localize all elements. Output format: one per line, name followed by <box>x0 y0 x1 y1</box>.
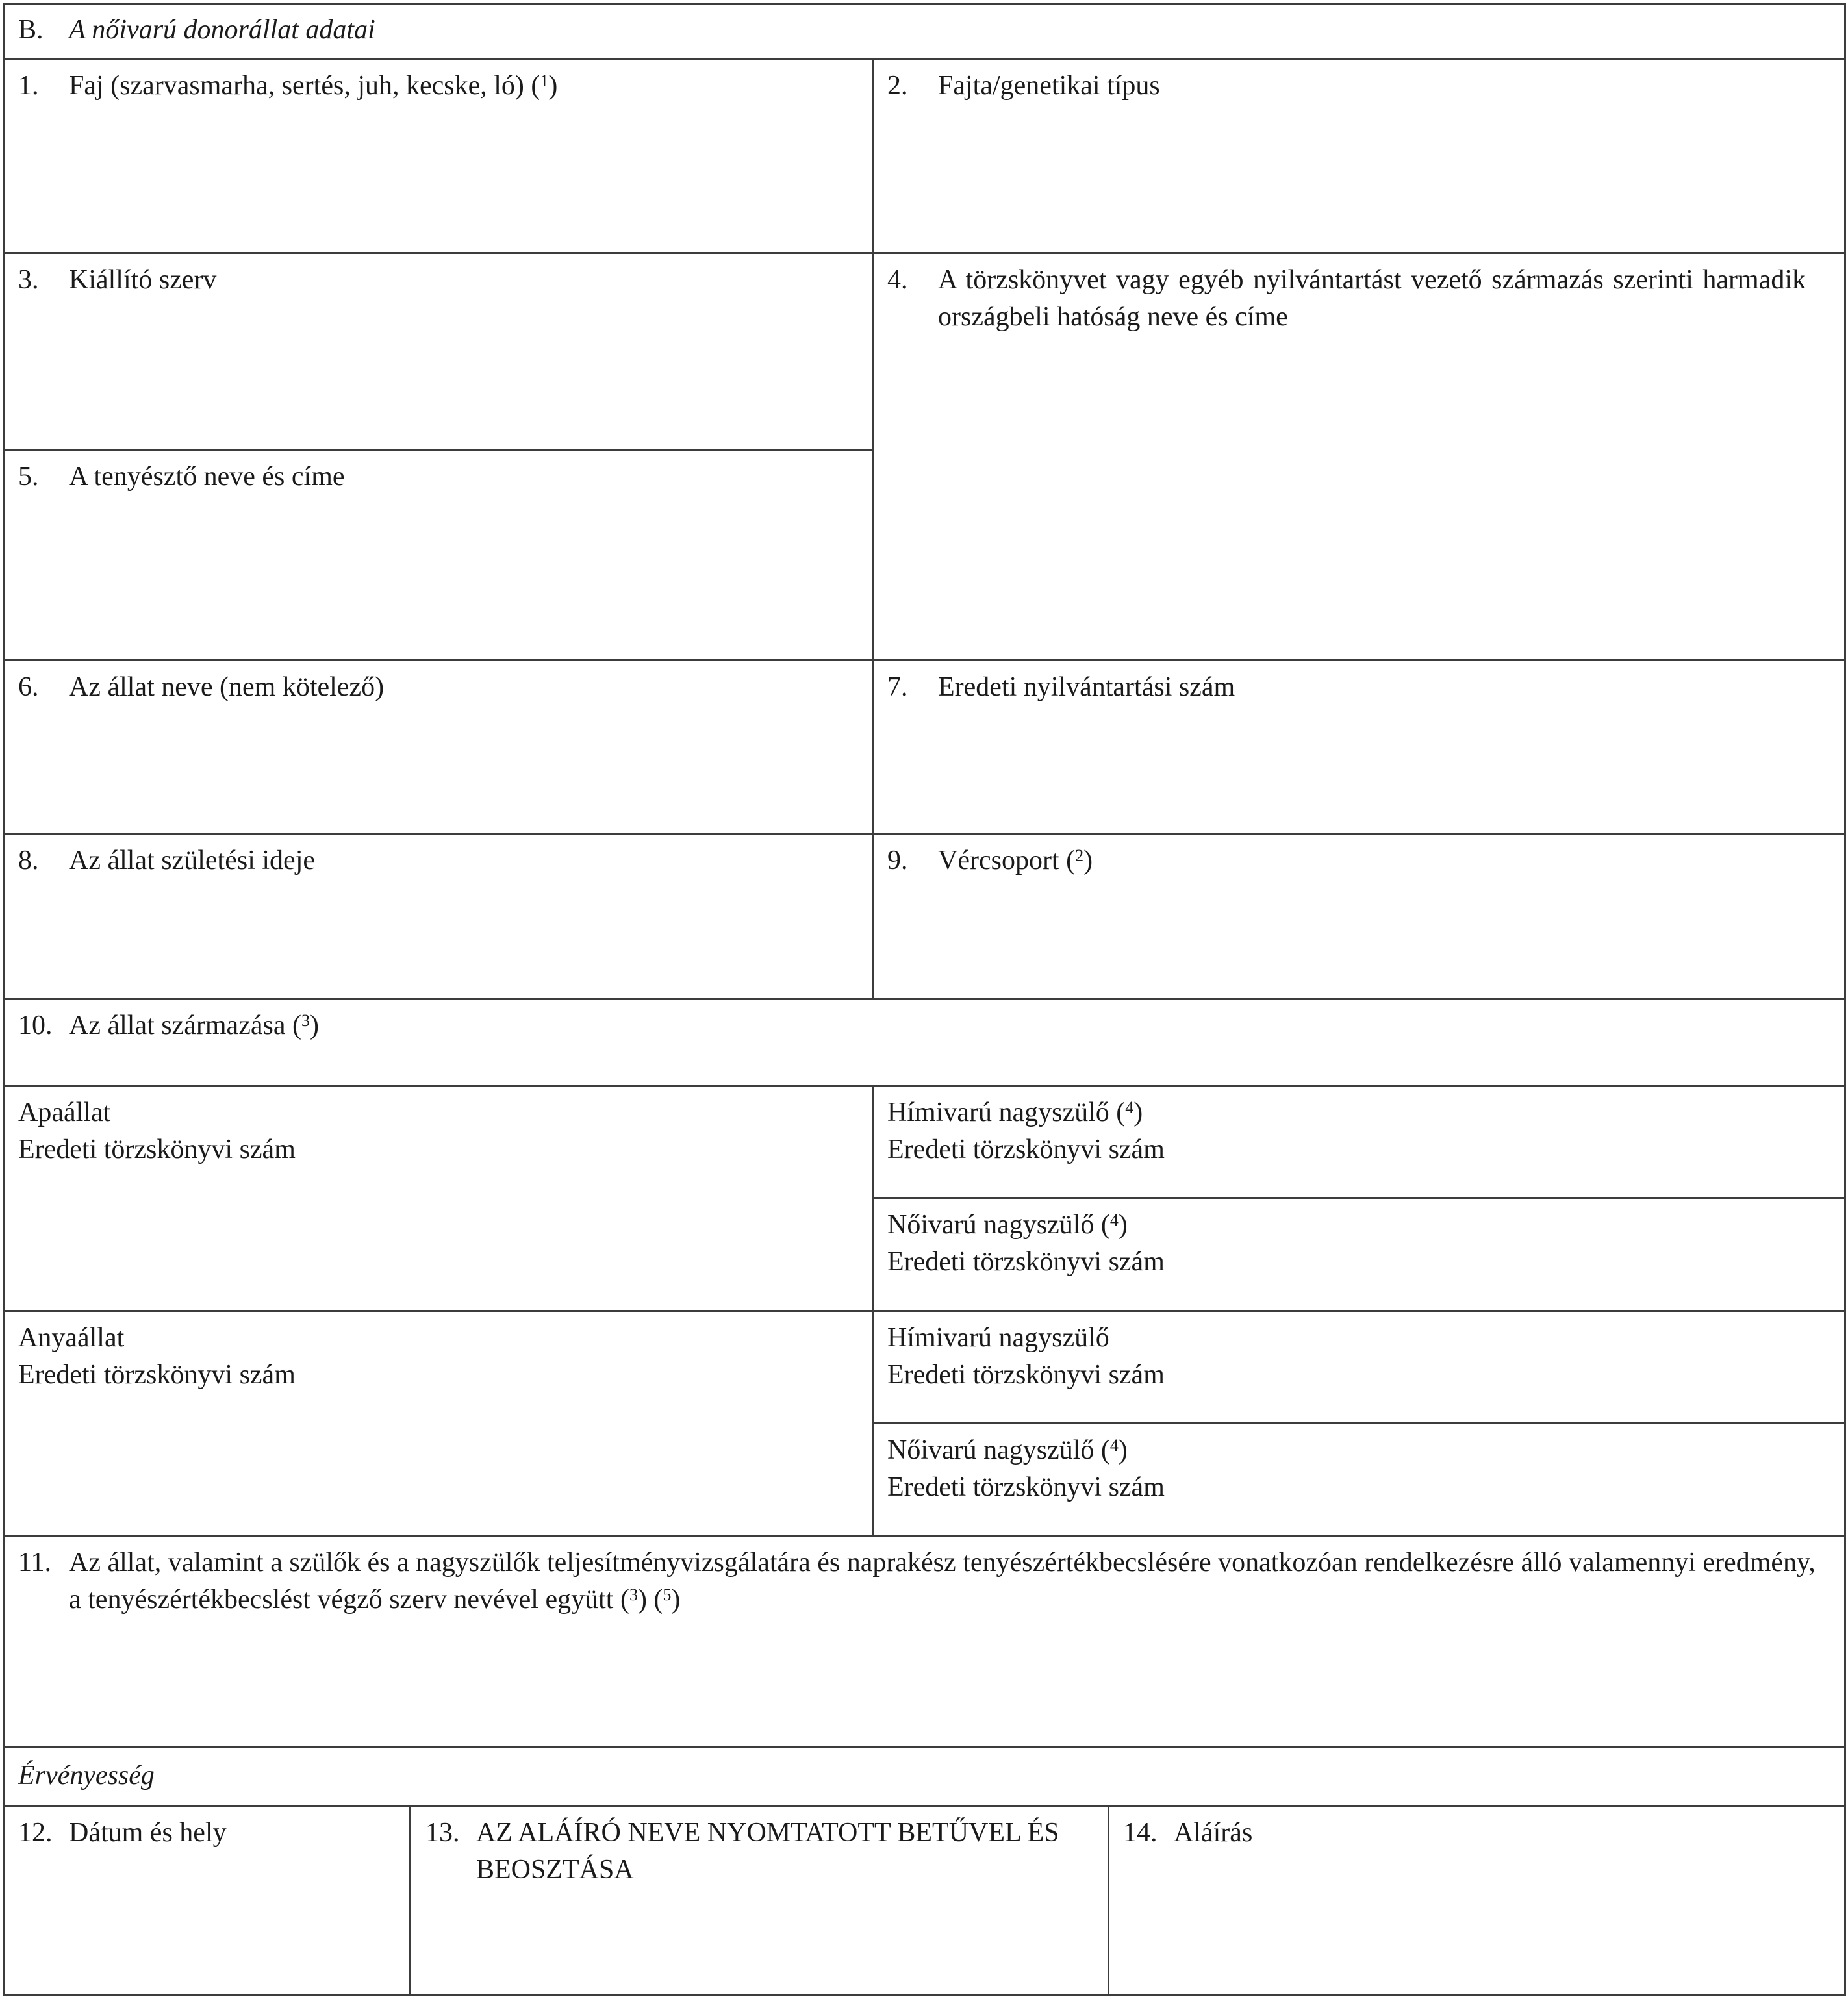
field-label: Eredeti nyilvántartási szám <box>938 672 1235 702</box>
rule-gp-3-4 <box>872 1422 1846 1424</box>
field-11-performance-results[interactable] <box>18 1544 1832 1618</box>
rule-row-5 <box>3 659 1846 661</box>
footnote-ref: 4 <box>1109 1436 1119 1455</box>
footnote-close: ) <box>671 1585 681 1615</box>
grandparent-reg-label: Eredeti törzskönyvi szám <box>887 1360 1165 1390</box>
border-right <box>1844 3 1846 1996</box>
field-9-blood-group[interactable] <box>887 842 1829 879</box>
field-14-signature[interactable] <box>1123 1815 1831 1852</box>
field-label: A tenyésztő neve és címe <box>69 462 345 492</box>
grandparent-label: Nőivarú nagyszülő ( <box>887 1210 1110 1240</box>
field-number: 12. <box>18 1818 53 1848</box>
sire-label: Apaállat <box>18 1098 111 1127</box>
rule-pedigree-end <box>3 1535 1846 1537</box>
rule-row-1 <box>3 252 1846 254</box>
footnote-ref: 1 <box>540 71 549 90</box>
rule-sign-2 <box>1108 1805 1109 1996</box>
grandparent-reg-label: Eredeti törzskönyvi szám <box>887 1472 1165 1502</box>
pedigree-grandsire-maternal[interactable] <box>887 1320 1829 1394</box>
field-label: Aláírás <box>1174 1818 1253 1848</box>
border-bottom <box>3 1994 1846 1996</box>
field-number: 7. <box>887 672 908 702</box>
dam-label: Anyaállat <box>18 1323 125 1353</box>
rule-row-6 <box>3 833 1846 835</box>
border-top <box>3 3 1846 5</box>
field-number: 4. <box>887 265 908 295</box>
section-letter: B. <box>18 15 44 45</box>
field-number: 5. <box>18 462 39 492</box>
footnote-ref: 5 <box>663 1585 672 1604</box>
rule-field-3-5 <box>3 449 874 451</box>
footnote-close: ) <box>1118 1210 1128 1240</box>
pedigree-dam[interactable] <box>18 1320 856 1394</box>
pedigree-grandsire-paternal[interactable] <box>887 1094 1829 1168</box>
field-label: Az állat neve (nem kötelező) <box>69 672 385 702</box>
field-label: Kiállító szerv <box>69 265 217 295</box>
field-6-animal-name[interactable] <box>18 669 856 706</box>
rule-field-10 <box>3 1085 1846 1087</box>
field-number: 13. <box>425 1818 460 1848</box>
footnote-ref: 2 <box>1075 846 1084 865</box>
field-label: A törzskönyvet vagy egyéb nyilvántartást vezető származás szerinti harmadik országbeli hatóság neve és címe <box>938 265 1806 332</box>
field-label: Az állat születési ideje <box>69 846 316 875</box>
border-left <box>3 3 5 1996</box>
footnote-close: ) <box>309 1011 319 1040</box>
grandparent-reg-label: Eredeti törzskönyvi szám <box>887 1135 1165 1164</box>
field-number: 3. <box>18 265 39 295</box>
dam-reg-label: Eredeti törzskönyvi szám <box>18 1360 296 1390</box>
footnote-ref: 4 <box>1109 1211 1119 1229</box>
grandparent-reg-label: Eredeti törzskönyvi szám <box>887 1247 1165 1277</box>
rule-field-11 <box>3 1746 1846 1748</box>
field-label: AZ ALÁÍRÓ NEVE NYOMTATOTT BETŰVEL ÉS BEOSZTÁSA <box>476 1818 1059 1885</box>
rule-section-header <box>3 58 1846 60</box>
field-2-breed[interactable] <box>887 68 1829 105</box>
grandparent-label: Hímivarú nagyszülő <box>887 1323 1109 1353</box>
footnote-close: ) <box>1118 1435 1128 1465</box>
pedigree-sire[interactable] <box>18 1094 856 1168</box>
pedigree-granddam-maternal[interactable] <box>887 1432 1829 1506</box>
field-13-signatory-name[interactable] <box>425 1815 1088 1889</box>
field-number: 8. <box>18 846 39 875</box>
field-12-date-place[interactable] <box>18 1815 395 1852</box>
field-number: 14. <box>1123 1818 1158 1848</box>
footnote-separator: ) ( <box>637 1585 663 1615</box>
field-label: Faj (szarvasmarha, sertés, juh, kecske, ló) ( <box>69 71 540 101</box>
section-header <box>18 12 1830 49</box>
rule-mid-upper <box>872 58 874 1000</box>
pedigree-granddam-paternal[interactable] <box>887 1207 1829 1281</box>
section-title: A nőivarú donorállat adatai <box>69 15 375 45</box>
footnote-close: ) <box>548 71 558 101</box>
field-8-birth-date[interactable] <box>18 842 856 879</box>
rule-sign-1 <box>409 1805 411 1996</box>
footnote-ref: 3 <box>629 1585 638 1604</box>
field-7-registration-number[interactable] <box>887 669 1829 706</box>
footnote-ref: 3 <box>301 1011 310 1030</box>
field-label: Vércsoport ( <box>938 846 1076 875</box>
rule-sire-dam <box>3 1310 1846 1312</box>
rule-validity <box>3 1805 1846 1807</box>
grandparent-label: Hímivarú nagyszülő ( <box>887 1098 1126 1127</box>
rule-mid-pedigree <box>872 1085 874 1537</box>
field-number: 10. <box>18 1011 53 1040</box>
field-5-breeder[interactable] <box>18 459 856 496</box>
field-number: 11. <box>18 1548 51 1578</box>
field-4-authority[interactable] <box>887 262 1806 336</box>
field-number: 6. <box>18 672 39 702</box>
field-number: 1. <box>18 71 39 101</box>
footnote-close: ) <box>1133 1098 1143 1127</box>
field-10-pedigree <box>18 1007 1830 1044</box>
field-label: Fajta/genetikai típus <box>938 71 1160 101</box>
rule-row-8 <box>3 998 1846 1000</box>
field-label: Dátum és hely <box>69 1818 227 1848</box>
field-number: 2. <box>887 71 908 101</box>
field-label: Az állat, valamint a szülők és a nagyszülők teljesítményvizsgálatára és naprakész tenyészértékbecslésére vonatkozóan rendelkezésre álló valamennyi eredmény, a tenyészértékbecslést végző szerv nevével együtt ( <box>69 1548 1816 1615</box>
footnote-close: ) <box>1083 846 1093 875</box>
field-number: 9. <box>887 846 908 875</box>
field-3-issuing-body[interactable] <box>18 262 856 299</box>
grandparent-label: Nőivarú nagyszülő ( <box>887 1435 1110 1465</box>
field-label: Az állat származása ( <box>69 1011 301 1040</box>
validity-title: Érvényesség <box>18 1761 155 1791</box>
footnote-ref: 4 <box>1125 1098 1134 1117</box>
sire-reg-label: Eredeti törzskönyvi szám <box>18 1135 296 1164</box>
rule-gp-1-2 <box>872 1197 1846 1199</box>
field-1-species[interactable] <box>18 68 856 105</box>
